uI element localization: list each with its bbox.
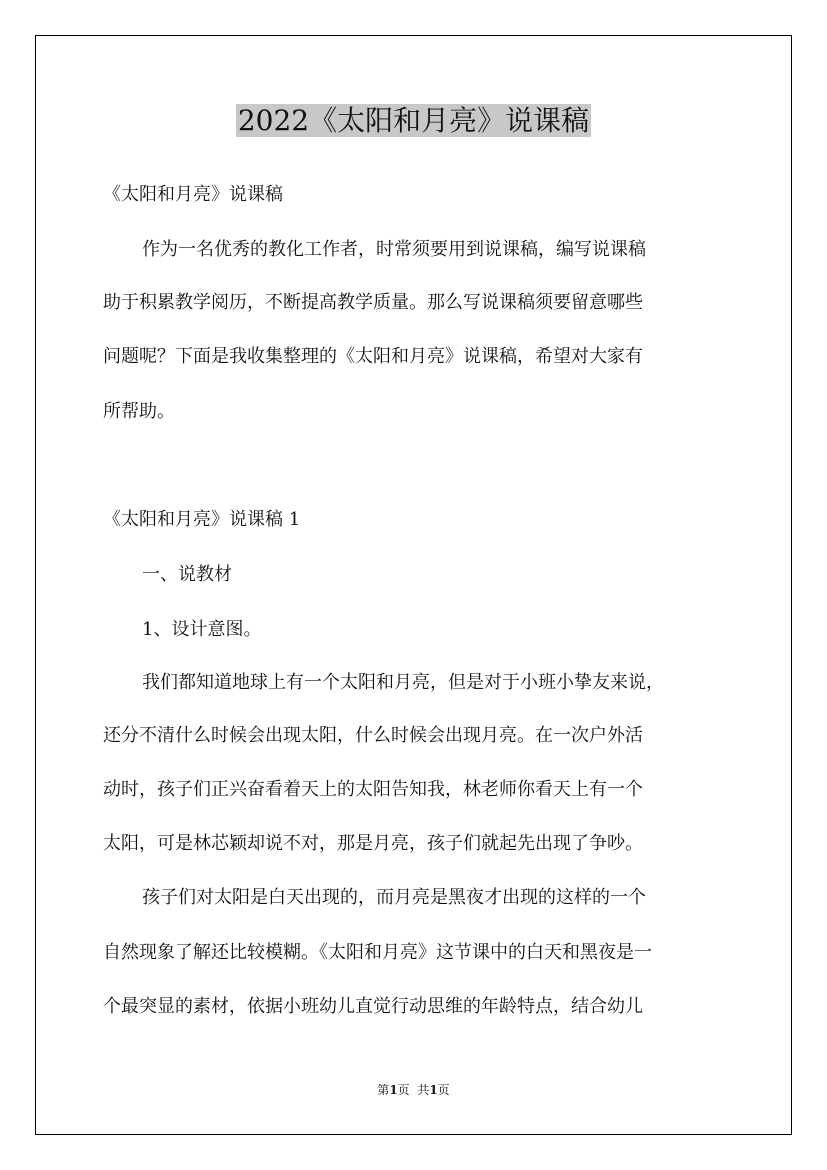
document-title-text: 2022《太阳和月亮》说课稿 <box>237 104 590 137</box>
paragraph-line: 问题呢？下面是我收集整理的《太阳和月亮》说课稿，希望对大家有 <box>103 346 643 367</box>
paragraph-line: 所帮助。 <box>103 401 175 422</box>
footer-prefix: 第 <box>377 1083 390 1097</box>
paragraph-line: 我们都知道地球上有一个太阳和月亮，但是对于小班小挚友来说， <box>142 672 664 693</box>
paragraph-line: 太阳，可是林芯颖却说不对，那是月亮，孩子们就起先出现了争吵。 <box>103 833 643 854</box>
footer-mid: 页 共 <box>397 1083 430 1097</box>
paragraph-line: 作为一名优秀的教化工作者，时常须要用到说课稿，编写说课稿 <box>142 239 646 260</box>
paragraph-line: 助于积累教学阅历，不断提高教学质量。那么写说课稿须要留意哪些 <box>103 292 643 313</box>
footer-page-total: 1 <box>429 1083 438 1097</box>
footer-page-current: 1 <box>389 1083 398 1097</box>
section-heading: 《太阳和月亮》说课稿 1 <box>103 509 301 530</box>
paragraph-line: 自然现象了解还比较模糊。《太阳和月亮》这节课中的白天和黑夜是一 <box>103 942 652 963</box>
document-title <box>0 98 827 144</box>
page-footer <box>0 1082 827 1098</box>
paragraph-line: 动时，孩子们正兴奋看着天上的太阳告知我，林老师你看天上有一个 <box>103 779 643 800</box>
paragraph-line: 还分不清什么时候会出现太阳，什么时候会出现月亮。在一次户外活 <box>103 725 643 746</box>
footer-suffix: 页 <box>437 1083 450 1097</box>
paragraph-line: 个最突显的素材，依据小班幼儿直觉行动思维的年龄特点，结合幼儿 <box>103 996 643 1017</box>
subtitle-line: 《太阳和月亮》说课稿 <box>103 184 283 205</box>
subsection-heading: 一、说教材 <box>142 564 232 585</box>
subsection-heading: 1、设计意图。 <box>142 619 262 640</box>
paragraph-line: 孩子们对太阳是白天出现的，而月亮是黑夜才出现的这样的一个 <box>142 887 646 908</box>
